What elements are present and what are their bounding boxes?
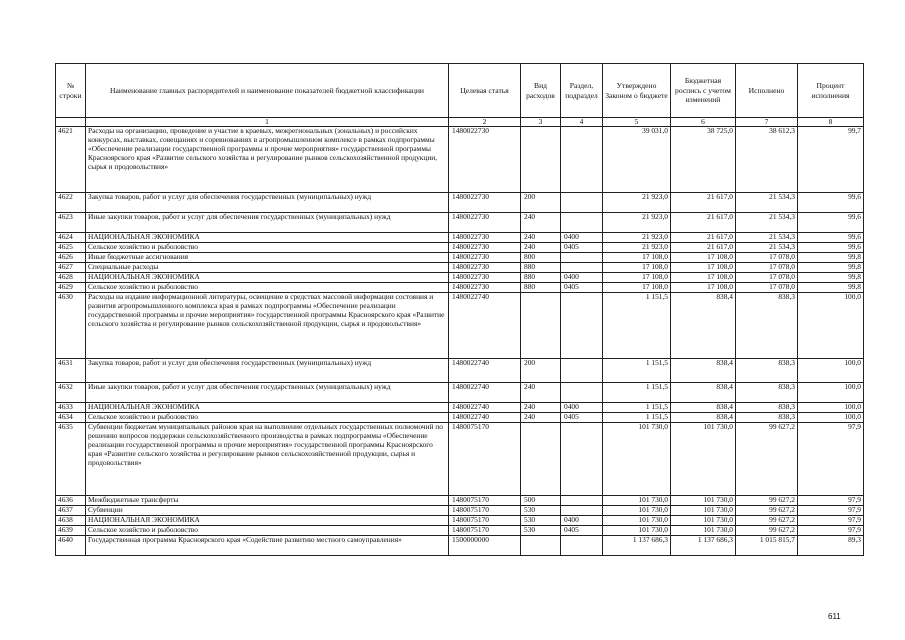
row-number-cell: 4629 [56,283,86,293]
header-percent: Процент исполнения [798,64,864,118]
percent-cell: 97,9 [798,423,864,496]
executed-cell: 838,3 [736,413,798,423]
executed-cell: 99 627,2 [736,526,798,536]
row-number-cell: 4638 [56,516,86,526]
table-row [56,243,864,253]
target-article-cell: 1480022740 [449,293,521,359]
percent-cell: 99,7 [798,127,864,193]
section-cell: 0405 [561,283,603,293]
table-row [56,383,864,403]
target-article-cell: 1480022730 [449,127,521,193]
name-cell: НАЦИОНАЛЬНАЯ ЭКОНОМИКА [86,273,449,283]
header-section: Раздел, подраздел [561,64,603,118]
column-number: 2 [449,118,521,127]
allocation-cell: 21 617,0 [671,193,736,213]
table-body [56,127,864,556]
target-article-cell: 1480022730 [449,283,521,293]
section-cell [561,263,603,273]
expense-type-cell: 880 [521,273,561,283]
name-cell: Субвенции бюджетам муниципальных районов края на выполнение отдельных государственных полномочий по решению вопросов поддержки сельскохозяйственного производства в рамках подпрограммы «Обеспечение реализации государственной программы и прочие мероприятия» государственной программы Красноярского края «Развитие сельского хозяйства и регулирование рынков сельскохозяйственной продукции, сырья и продовольствия» [86,423,449,496]
row-number-cell: 4630 [56,293,86,359]
percent-cell: 97,9 [798,516,864,526]
name-cell: Расходы на организацию, проведение и участие в краевых, межрегиональных (зональных) и российских конкурсах, выставках, совещаниях и соревнованиях в агропромышленном комплексе в рамках подпрограммы «Обеспечение реализации государственной программы и прочие мероприятия» государственной программы Красноярского края «Развитие сельского хозяйства и регулирование рынков сельскохозяйственной продукции, сырья и продовольствия» [86,127,449,193]
approved-cell: 39 031,0 [603,127,671,193]
target-article-cell: 1480022740 [449,359,521,383]
budget-table [55,63,864,556]
approved-cell: 1 151,5 [603,403,671,413]
name-cell: НАЦИОНАЛЬНАЯ ЭКОНОМИКА [86,516,449,526]
header-target-article: Целевая статья [449,64,521,118]
name-cell: Иные бюджетные ассигнования [86,253,449,263]
allocation-cell: 101 730,0 [671,496,736,506]
executed-cell: 21 534,3 [736,243,798,253]
percent-cell: 99,8 [798,273,864,283]
expense-type-cell: 500 [521,496,561,506]
row-number-cell: 4635 [56,423,86,496]
executed-cell: 838,3 [736,403,798,413]
approved-cell: 17 108,0 [603,263,671,273]
table-row [56,263,864,273]
table-row [56,127,864,193]
approved-cell: 1 137 686,3 [603,536,671,556]
executed-cell: 17 078,0 [736,263,798,273]
percent-cell: 99,8 [798,263,864,273]
allocation-cell: 838,4 [671,293,736,359]
section-cell [561,536,603,556]
table-row [56,283,864,293]
expense-type-cell: 530 [521,526,561,536]
section-cell [561,359,603,383]
table-row [56,253,864,263]
name-cell: НАЦИОНАЛЬНАЯ ЭКОНОМИКА [86,403,449,413]
allocation-cell: 17 108,0 [671,283,736,293]
allocation-cell: 101 730,0 [671,516,736,526]
percent-cell: 99,6 [798,243,864,253]
name-cell: Межбюджетные трансферты [86,496,449,506]
section-cell [561,253,603,263]
approved-cell: 21 923,0 [603,243,671,253]
column-number: 4 [561,118,603,127]
executed-cell: 1 015 815,7 [736,536,798,556]
approved-cell: 21 923,0 [603,193,671,213]
allocation-cell: 38 725,0 [671,127,736,193]
executed-cell: 17 078,0 [736,283,798,293]
executed-cell: 21 534,3 [736,233,798,243]
target-article-cell: 1480022730 [449,253,521,263]
executed-cell: 99 627,2 [736,516,798,526]
table-row [56,526,864,536]
percent-cell: 100,0 [798,403,864,413]
table-row [56,536,864,556]
table-row [56,413,864,423]
percent-cell: 100,0 [798,413,864,423]
approved-cell: 1 151,5 [603,359,671,383]
target-article-cell: 1480022730 [449,273,521,283]
expense-type-cell [521,127,561,193]
section-cell [561,423,603,496]
executed-cell: 21 534,3 [736,213,798,233]
approved-cell: 17 108,0 [603,253,671,263]
name-cell: Сельское хозяйство и рыболовство [86,283,449,293]
percent-cell: 99,8 [798,253,864,263]
target-article-cell: 1480022730 [449,193,521,213]
row-number-cell: 4625 [56,243,86,253]
row-number-cell: 4623 [56,213,86,233]
target-article-cell: 1480075170 [449,496,521,506]
table-row [56,506,864,516]
executed-cell: 17 078,0 [736,273,798,283]
percent-cell: 100,0 [798,359,864,383]
expense-type-cell: 240 [521,403,561,413]
row-number-cell: 4637 [56,506,86,516]
executed-cell: 21 534,3 [736,193,798,213]
column-number: 6 [671,118,736,127]
header-expense-type: Вид расходов [521,64,561,118]
row-number-cell: 4621 [56,127,86,193]
row-number-cell: 4626 [56,253,86,263]
percent-cell: 89,3 [798,536,864,556]
allocation-cell: 838,4 [671,403,736,413]
target-article-cell: 1480075170 [449,516,521,526]
approved-cell: 21 923,0 [603,233,671,243]
percent-cell: 99,6 [798,193,864,213]
table-row [56,359,864,383]
percent-cell: 97,9 [798,526,864,536]
percent-cell: 100,0 [798,383,864,403]
target-article-cell: 1480075170 [449,423,521,496]
name-cell: Специальные расходы [86,263,449,273]
table-row [56,233,864,243]
name-cell: Иные закупки товаров, работ и услуг для обеспечения государственных (муниципальных) нужд [86,383,449,403]
row-number-cell: 4624 [56,233,86,243]
allocation-cell: 838,4 [671,359,736,383]
table-row [56,516,864,526]
allocation-cell: 101 730,0 [671,526,736,536]
allocation-cell: 21 617,0 [671,213,736,233]
row-number-cell: 4633 [56,403,86,413]
expense-type-cell: 240 [521,233,561,243]
name-cell: Государственная программа Красноярского края «Содействие развитию местного самоуправления» [86,536,449,556]
header-allocation: Бюджетная роспись с учетом изменений [671,64,736,118]
approved-cell: 17 108,0 [603,273,671,283]
name-cell: Иные закупки товаров, работ и услуг для обеспечения государственных (муниципальных) нужд [86,213,449,233]
name-cell: Расходы на издание информационной литературы, освещение в средствах массовой информации состояния и развития агропромышленного комплекса края в рамках подпрограммы «Обеспечение реализации государственной программы и прочие мероприятия» государственной программы Красноярского края «Развитие сельского хозяйства и регулирование рынков сельскохозяйственной продукции, сырья и продовольствия» [86,293,449,359]
target-article-cell: 1480022730 [449,263,521,273]
approved-cell: 17 108,0 [603,283,671,293]
approved-cell: 101 730,0 [603,526,671,536]
name-cell: Сельское хозяйство и рыболовство [86,413,449,423]
expense-type-cell: 200 [521,359,561,383]
allocation-cell: 1 137 686,3 [671,536,736,556]
header-row [56,64,864,118]
executed-cell: 838,3 [736,359,798,383]
column-number-row [56,118,864,127]
column-number: 8 [798,118,864,127]
expense-type-cell: 530 [521,506,561,516]
section-cell: 0400 [561,273,603,283]
expense-type-cell: 240 [521,383,561,403]
table-row [56,403,864,413]
approved-cell: 1 151,5 [603,413,671,423]
section-cell [561,127,603,193]
executed-cell: 838,3 [736,293,798,359]
allocation-cell: 838,4 [671,383,736,403]
percent-cell: 99,6 [798,213,864,233]
column-number: 3 [521,118,561,127]
header-executed: Исполнено [736,64,798,118]
name-cell: Закупка товаров, работ и услуг для обеспечения государственных (муниципальных) нужд [86,193,449,213]
expense-type-cell: 240 [521,213,561,233]
name-cell: Субвенции [86,506,449,516]
table-row [56,193,864,213]
approved-cell: 101 730,0 [603,506,671,516]
section-cell [561,293,603,359]
section-cell [561,506,603,516]
approved-cell: 1 151,5 [603,383,671,403]
approved-cell: 101 730,0 [603,496,671,506]
approved-cell: 101 730,0 [603,423,671,496]
table-row [56,423,864,496]
table-row [56,293,864,359]
section-cell: 0400 [561,233,603,243]
name-cell: Сельское хозяйство и рыболовство [86,526,449,536]
expense-type-cell [521,536,561,556]
executed-cell: 838,3 [736,383,798,403]
expense-type-cell: 880 [521,263,561,273]
expense-type-cell [521,293,561,359]
row-number-cell: 4636 [56,496,86,506]
target-article-cell: 1500000000 [449,536,521,556]
target-article-cell: 1480022730 [449,213,521,233]
row-number-cell: 4631 [56,359,86,383]
percent-cell: 99,6 [798,233,864,243]
allocation-cell: 101 730,0 [671,423,736,496]
percent-cell: 97,9 [798,506,864,516]
name-cell: НАЦИОНАЛЬНАЯ ЭКОНОМИКА [86,233,449,243]
target-article-cell: 1480075170 [449,506,521,516]
allocation-cell: 17 108,0 [671,253,736,263]
section-cell: 0405 [561,526,603,536]
allocation-cell: 17 108,0 [671,263,736,273]
section-cell [561,496,603,506]
executed-cell: 99 627,2 [736,496,798,506]
target-article-cell: 1480022740 [449,403,521,413]
page-number: 611 [828,612,841,621]
section-cell [561,383,603,403]
row-number-cell: 4639 [56,526,86,536]
section-cell [561,193,603,213]
target-article-cell: 1480022740 [449,413,521,423]
column-number: 7 [736,118,798,127]
table-row [56,213,864,233]
allocation-cell: 17 108,0 [671,273,736,283]
executed-cell: 38 612,3 [736,127,798,193]
percent-cell: 100,0 [798,293,864,359]
section-cell: 0400 [561,403,603,413]
expense-type-cell [521,423,561,496]
expense-type-cell: 800 [521,253,561,263]
expense-type-cell: 530 [521,516,561,526]
header-approved: Утверждено Законом о бюджете [603,64,671,118]
section-cell: 0400 [561,516,603,526]
percent-cell: 99,8 [798,283,864,293]
approved-cell: 101 730,0 [603,516,671,526]
executed-cell: 99 627,2 [736,423,798,496]
row-number-cell: 4627 [56,263,86,273]
column-number: 1 [86,118,449,127]
name-cell: Закупка товаров, работ и услуг для обеспечения государственных (муниципальных) нужд [86,359,449,383]
section-cell [561,213,603,233]
row-number-cell: 4640 [56,536,86,556]
section-cell: 0405 [561,243,603,253]
target-article-cell: 1480022730 [449,243,521,253]
row-number-cell: 4634 [56,413,86,423]
approved-cell: 21 923,0 [603,213,671,233]
expense-type-cell: 240 [521,413,561,423]
target-article-cell: 1480022740 [449,383,521,403]
table-row [56,273,864,283]
column-number: 5 [603,118,671,127]
row-number-cell: 4632 [56,383,86,403]
table-row [56,496,864,506]
row-number-cell: 4622 [56,193,86,213]
target-article-cell: 1480022730 [449,233,521,243]
row-number-cell: 4628 [56,273,86,283]
target-article-cell: 1480075170 [449,526,521,536]
name-cell: Сельское хозяйство и рыболовство [86,243,449,253]
expense-type-cell: 240 [521,243,561,253]
executed-cell: 99 627,2 [736,506,798,516]
executed-cell: 17 078,0 [736,253,798,263]
header-row-number: № строки [56,64,86,118]
allocation-cell: 838,4 [671,413,736,423]
allocation-cell: 21 617,0 [671,233,736,243]
percent-cell: 97,9 [798,496,864,506]
expense-type-cell: 200 [521,193,561,213]
approved-cell: 1 151,5 [603,293,671,359]
section-cell: 0405 [561,413,603,423]
header-name: Наименование главных распорядителей и наименование показателей бюджетной классификации [86,64,449,118]
allocation-cell: 21 617,0 [671,243,736,253]
allocation-cell: 101 730,0 [671,506,736,516]
expense-type-cell: 880 [521,283,561,293]
